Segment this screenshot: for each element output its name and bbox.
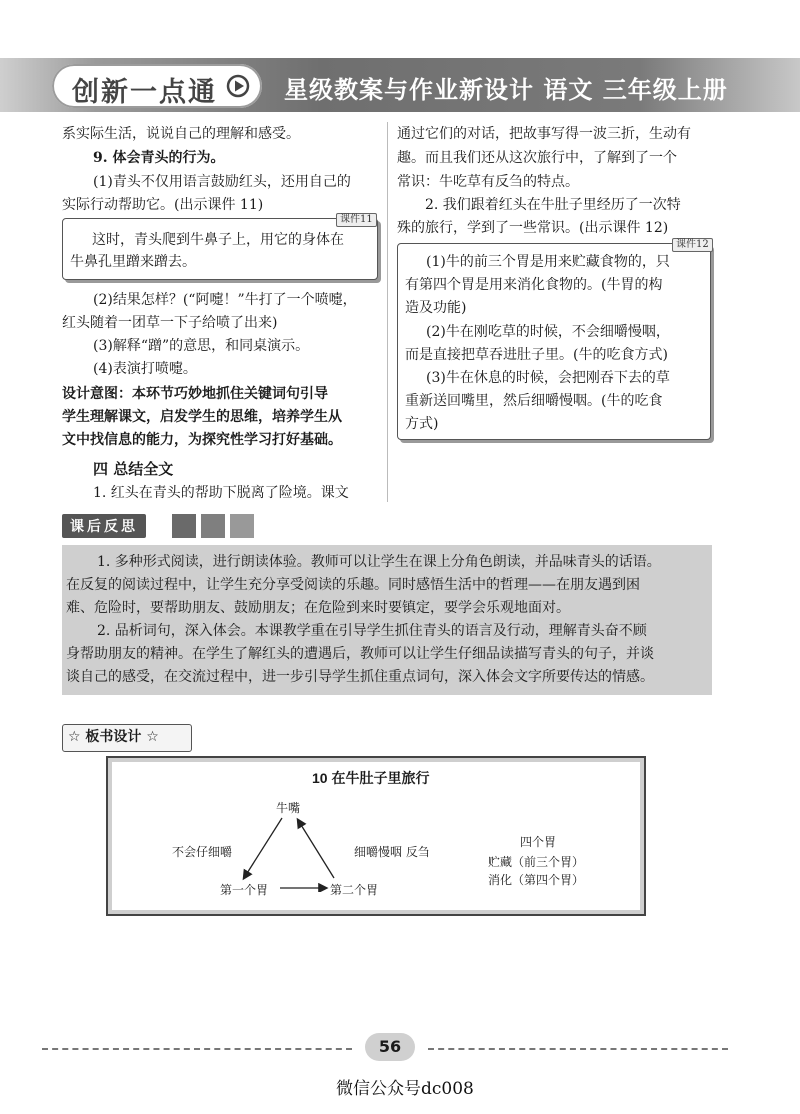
courseware-12-line-7: 重新送回嘴里，然后细嚼慢咽。(牛的吃食	[405, 393, 663, 409]
decor-square-3	[230, 514, 254, 538]
courseware-12-tag: 课件12	[672, 238, 713, 252]
decor-square-2	[201, 514, 225, 538]
footer-dash-left	[42, 1048, 352, 1050]
q9-2-line-a: (2)结果怎样？(“阿嚏！”牛打了一个喷嚏，	[93, 292, 357, 308]
rumination-cycle-arrows	[230, 808, 360, 892]
section-4-heading: 四 总结全文	[93, 460, 174, 478]
courseware-12-line-2: 有第四个胃是用来消化食物的。(牛胃的构	[405, 277, 663, 293]
design-intent-line-a: 设计意图：本环节巧妙地抓住关键词句引导	[62, 386, 328, 402]
courseware-12-line-1: (1)牛的前三个胃是用来贮藏食物的，只	[426, 254, 670, 270]
courseware-11-tag: 课件11	[336, 213, 377, 227]
board-design-label: ☆ 板书设计 ☆	[68, 729, 159, 745]
board-stomach-1: 第一个胃	[220, 883, 269, 897]
right-line-4: 2. 我们跟着红头在牛肚子里经历了一次特	[425, 197, 681, 213]
board-mouth: 牛嘴	[276, 801, 301, 815]
right-line-5: 殊的旅行，学到了一些常识。(出示课件 12)	[397, 220, 669, 236]
courseware-11-line-b: 牛鼻孔里蹭来蹭去。	[70, 254, 196, 270]
reflection-p2-c: 谈自己的感受，在交流过程中，进一步引导学生抓住重点词句，深入体会文字所要传达的情感。	[66, 669, 654, 685]
right-line-3: 常识：牛吃草有反刍的特点。	[397, 174, 579, 190]
q9-3: (3)解释“蹭”的意思，和同桌演示。	[93, 338, 310, 354]
q9-title: 9. 体会青头的行为。	[93, 150, 225, 166]
column-divider	[387, 122, 388, 502]
courseware-12-line-3: 造及功能)	[405, 300, 467, 316]
right-line-1: 通过它们的对话，把故事写得一波三折，生动有	[397, 126, 691, 142]
brand-title: 创新一点通	[72, 77, 217, 108]
footer-dash-right	[428, 1048, 728, 1050]
courseware-12-line-6: (3)牛在休息的时候，会把刚吞下去的草	[426, 370, 670, 386]
courseware-12-line-8: 方式)	[405, 416, 439, 432]
left-line-1: 系实际生活，说说自己的理解和感受。	[62, 126, 300, 142]
courseware-12-line-4: (2)牛在刚吃草的时候，不会细嚼慢咽，	[426, 324, 670, 340]
reflection-p2-b: 身帮助朋友的精神。在学生了解红头的遭遇后，教师可以让学生仔细品读描写青头的句子，并谈	[66, 646, 654, 662]
reflection-p1-c: 难、危险时，要帮助朋友、鼓励朋友；在危险到来时要镇定，要学会乐观地面对。	[66, 600, 570, 616]
series-title: 星级教案与作业新设计 语文 三年级上册	[284, 76, 728, 104]
design-intent-line-c: 文中找信息的能力，为探究性学习打好基础。	[62, 432, 342, 448]
board-four-stomachs: 四个胃	[520, 835, 557, 849]
reflection-tag: 课后反思	[62, 514, 146, 538]
reflection-p2-a: 2. 品析词句，深入体会。本课教学重在引导学生抓住青头的语言及行动，理解青头奋不顾	[97, 623, 647, 639]
right-line-2: 趣。而且我们还从这次旅行中，了解到了一个	[397, 150, 677, 166]
q9-1-line-b: 实际行动帮助它。(出示课件 11)	[62, 197, 264, 213]
play-arrow-icon	[226, 74, 250, 98]
courseware-12-line-5: 而是直接把草吞进肚子里。(牛的吃食方式)	[405, 347, 668, 363]
q9-2-line-b: 红头随着一团草一下子给喷了出来)	[62, 315, 278, 331]
courseware-11-line-a: 这时，青头爬到牛鼻子上，用它的身体在	[92, 232, 344, 248]
decor-square-1	[172, 514, 196, 538]
reflection-p1-a: 1. 多种形式阅读，进行朗读体验。教师可以让学生在课上分角色朗读，并品味青头的话语。	[97, 554, 661, 570]
board-chew-ruminate: 细嚼慢咽 反刍	[354, 845, 430, 859]
section-4-line-1: 1. 红头在青头的帮助下脱离了险境。课文	[93, 485, 349, 501]
page-number: 56	[365, 1033, 415, 1061]
q9-1-line-a: (1)青头不仅用语言鼓励红头，还用自己的	[93, 174, 351, 190]
q9-4: (4)表演打喷嚏。	[93, 361, 197, 377]
board-no-chew: 不会仔细嚼	[172, 845, 233, 859]
watermark: 微信公众号dc008	[336, 1079, 474, 1099]
board-title: 10 在牛肚子里旅行	[312, 770, 430, 786]
design-intent-line-b: 学生理解课文，启发学生的思维，培养学生从	[62, 409, 342, 425]
board-stomach-2: 第二个胃	[330, 883, 379, 897]
board-digest: 消化（第四个胃）	[488, 873, 585, 887]
board-store: 贮藏（前三个胃）	[488, 855, 585, 869]
reflection-p1-b: 在反复的阅读过程中，让学生充分享受阅读的乐趣。同时感悟生活中的哲理——在朋友遇到困	[66, 577, 640, 593]
